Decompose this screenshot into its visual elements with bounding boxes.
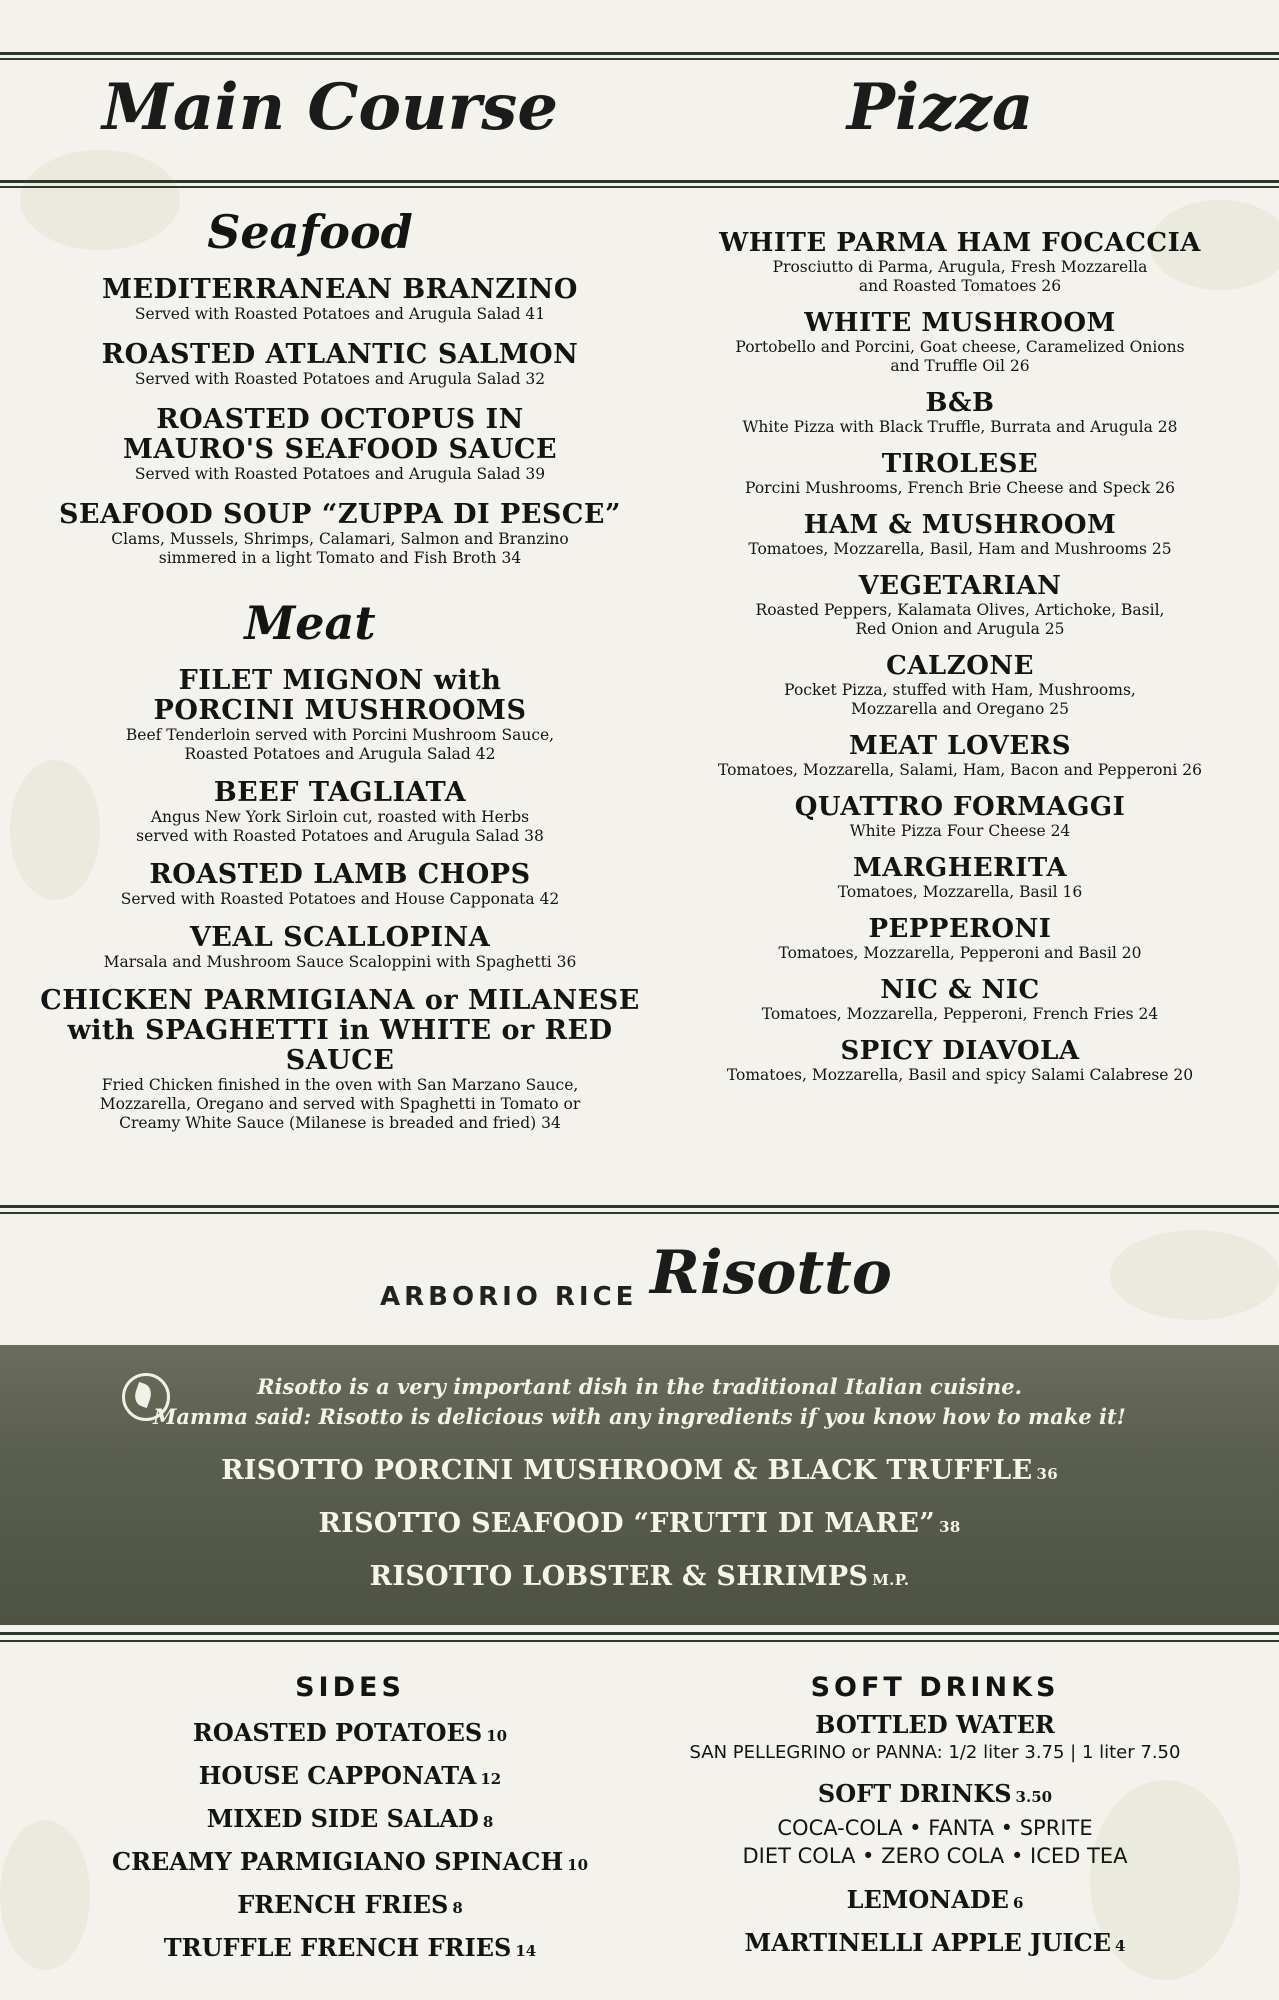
side-item-price: 8 bbox=[452, 1899, 463, 1917]
item-description: Served with Roasted Potatoes and Arugula Salad 41 bbox=[134, 305, 546, 323]
pizza-item bbox=[660, 731, 1260, 780]
pizza-item bbox=[660, 914, 1260, 963]
top-rule bbox=[0, 52, 1279, 55]
item-name: MEAT LOVERS bbox=[848, 731, 1072, 761]
side-item-price: 12 bbox=[480, 1770, 502, 1788]
apple-juice-item bbox=[630, 1923, 1240, 1966]
pizza-item bbox=[660, 449, 1260, 498]
risotto-item bbox=[0, 1508, 1279, 1539]
header-rule bbox=[0, 180, 1279, 183]
pizza-title: Pizza bbox=[846, 70, 1034, 145]
risotto-item-price: M.P. bbox=[872, 1571, 910, 1589]
risotto-title: Risotto bbox=[650, 1238, 892, 1308]
side-item-name: CREAMY PARMIGIANO SPINACH bbox=[111, 1847, 564, 1876]
side-item bbox=[60, 1928, 640, 1971]
item-name: ROASTED OCTOPUS IN MAURO'S SEAFOOD SAUCE bbox=[122, 404, 558, 465]
drinks-column bbox=[630, 1672, 1240, 1966]
meat-item bbox=[20, 986, 660, 1133]
meat-item bbox=[20, 778, 660, 846]
item-description: Tomatoes, Mozzarella, Pepperoni and Basil 20 bbox=[778, 944, 1142, 962]
item-name: SEAFOOD SOUP “ZUPPA DI PESCE” bbox=[58, 499, 621, 530]
item-name: MARGHERITA bbox=[852, 853, 1067, 883]
risotto-top-rule bbox=[0, 1205, 1279, 1208]
item-description: Pocket Pizza, stuffed with Ham, Mushrooms, Mozzarella and Oregano 25 bbox=[784, 681, 1136, 718]
item-description: Roasted Peppers, Kalamata Olives, Artichoke, Basil, Red Onion and Arugula 25 bbox=[755, 601, 1165, 638]
side-item-name: ROASTED POTATOES bbox=[192, 1718, 483, 1747]
pizza-item bbox=[660, 975, 1260, 1024]
meat-item bbox=[20, 666, 660, 764]
apple-juice-label: MARTINELLI APPLE JUICE bbox=[744, 1928, 1112, 1957]
pizza-item bbox=[660, 510, 1260, 559]
item-description: Tomatoes, Mozzarella, Basil 16 bbox=[837, 883, 1083, 901]
item-name: VEAL SCALLOPINA bbox=[189, 922, 491, 953]
item-description: Marsala and Mushroom Sauce Scaloppini with Spaghetti 36 bbox=[103, 953, 577, 971]
meat-item bbox=[20, 923, 660, 972]
item-name: VEGETARIAN bbox=[858, 571, 1062, 601]
sides-heading: SIDES bbox=[295, 1672, 405, 1703]
risotto-item-name: RISOTTO PORCINI MUSHROOM & BLACK TRUFFLE bbox=[221, 1455, 1033, 1486]
item-description: Tomatoes, Mozzarella, Basil and spicy Salami Calabrese 20 bbox=[726, 1066, 1194, 1084]
risotto-item bbox=[0, 1561, 1279, 1592]
item-description: Beef Tenderloin served with Porcini Mushroom Sauce, Roasted Potatoes and Arugula Salad 42 bbox=[125, 726, 555, 763]
pizza-item bbox=[660, 1036, 1260, 1085]
seafood-heading: Seafood bbox=[207, 205, 413, 259]
item-description: White Pizza with Black Truffle, Burrata and Arugula 28 bbox=[742, 418, 1178, 436]
item-description: Fried Chicken finished in the oven with San Marzano Sauce, Mozzarella, Oregano and served with Spaghetti in Tomato or Creamy White Sauce (Milanese is breaded and fried) 34 bbox=[99, 1076, 581, 1132]
side-item-name: MIXED SIDE SALAD bbox=[206, 1804, 479, 1833]
meat-list bbox=[20, 666, 660, 1133]
meat-item bbox=[20, 860, 660, 909]
item-name: NIC & NIC bbox=[880, 975, 1040, 1005]
main-course-column bbox=[20, 205, 660, 1147]
item-name: WHITE PARMA HAM FOCACCIA bbox=[719, 228, 1201, 258]
soft-drinks-label: SOFT DRINKS bbox=[817, 1779, 1012, 1808]
item-name: BEEF TAGLIATA bbox=[213, 777, 467, 808]
lemonade-price: 6 bbox=[1012, 1894, 1024, 1912]
item-description: Tomatoes, Mozzarella, Basil, Ham and Mushrooms 25 bbox=[748, 540, 1172, 558]
pizza-item bbox=[660, 571, 1260, 639]
item-description: Tomatoes, Mozzarella, Pepperoni, French Fries 24 bbox=[761, 1005, 1159, 1023]
risotto-item bbox=[0, 1455, 1279, 1486]
pizza-item bbox=[660, 853, 1260, 902]
side-item bbox=[60, 1713, 640, 1756]
risotto-intro: Risotto is a very important dish in the traditional Italian cuisine. Mamma said: Risotto is delicious with any ingredients if you know how to make it! bbox=[153, 1374, 1126, 1429]
pizza-item bbox=[660, 792, 1260, 841]
pizza-item bbox=[660, 228, 1260, 296]
item-description: Prosciutto di Parma, Arugula, Fresh Mozzarella and Roasted Tomatoes 26 bbox=[772, 258, 1148, 295]
side-item-price: 14 bbox=[515, 1942, 537, 1960]
risotto-bottom-rule bbox=[0, 1640, 1279, 1642]
seafood-item bbox=[20, 500, 660, 568]
item-description: Porcini Mushrooms, French Brie Cheese and Speck 26 bbox=[745, 479, 1175, 497]
item-name: CHICKEN PARMIGIANA or MILANESE with SPAGHETTI in WHITE or RED SAUCE bbox=[40, 985, 640, 1076]
item-description: White Pizza Four Cheese 24 bbox=[849, 822, 1071, 840]
pizza-item bbox=[660, 651, 1260, 719]
soft-drinks-heading: SOFT DRINKS bbox=[810, 1672, 1060, 1703]
item-description: Served with Roasted Potatoes and Arugula Salad 32 bbox=[134, 370, 546, 388]
risotto-item-price: 36 bbox=[1036, 1465, 1058, 1483]
item-description: Angus New York Sirloin cut, roasted with Herbs served with Roasted Potatoes and Arugula Salad 38 bbox=[136, 808, 544, 845]
item-name: CALZONE bbox=[886, 651, 1034, 681]
side-item-price: 8 bbox=[482, 1813, 494, 1831]
pizza-item bbox=[660, 388, 1260, 437]
risotto-bottom-rule bbox=[0, 1632, 1279, 1635]
arborio-rice-label: ARBORIO RICE bbox=[380, 1282, 638, 1312]
item-name: FILET MIGNON with PORCINI MUSHROOMS bbox=[153, 665, 527, 726]
soft-drinks-price: 3.50 bbox=[1015, 1788, 1053, 1806]
item-description: Clams, Mussels, Shrimps, Calamari, Salmon and Branzino simmered in a light Tomato and Fish Broth 34 bbox=[111, 530, 569, 567]
soft-drinks-line2: DIET COLA • ZERO COLA • ICED TEA bbox=[742, 1844, 1128, 1868]
risotto-item-name: RISOTTO LOBSTER & SHRIMPS bbox=[369, 1561, 869, 1592]
header-rule bbox=[0, 186, 1279, 188]
item-name: TIROLESE bbox=[881, 449, 1039, 479]
side-item-price: 10 bbox=[486, 1727, 508, 1745]
soft-drinks-title bbox=[630, 1777, 1240, 1814]
item-name: HAM & MUSHROOM bbox=[803, 510, 1117, 540]
item-name: ROASTED ATLANTIC SALMON bbox=[101, 339, 579, 370]
seafood-list bbox=[20, 275, 660, 568]
seafood-item bbox=[20, 275, 660, 324]
item-description: Served with Roasted Potatoes and House Capponata 42 bbox=[120, 890, 560, 908]
item-description: Served with Roasted Potatoes and Arugula Salad 39 bbox=[134, 465, 546, 483]
side-item bbox=[60, 1842, 640, 1885]
meat-heading: Meat bbox=[244, 596, 376, 650]
pizza-list bbox=[660, 228, 1260, 1085]
item-name: WHITE MUSHROOM bbox=[804, 308, 1116, 338]
risotto-top-rule bbox=[0, 1212, 1279, 1214]
item-description: Tomatoes, Mozzarella, Salami, Ham, Bacon and Pepperoni 26 bbox=[717, 761, 1203, 779]
risotto-item-name: RISOTTO SEAFOOD “FRUTTI DI MARE” bbox=[318, 1508, 936, 1539]
lemonade-item bbox=[630, 1880, 1240, 1923]
seafood-item bbox=[20, 340, 660, 389]
lemonade-label: LEMONADE bbox=[846, 1885, 1009, 1914]
item-name: SPICY DIAVOLA bbox=[840, 1036, 1080, 1066]
item-name: MEDITERRANEAN BRANZINO bbox=[102, 274, 578, 305]
side-item-name: HOUSE CAPPONATA bbox=[198, 1761, 477, 1790]
side-item bbox=[60, 1756, 640, 1799]
side-item-name: FRENCH FRIES bbox=[237, 1890, 449, 1919]
item-name: QUATTRO FORMAGGI bbox=[794, 792, 1126, 822]
bottled-water-title: BOTTLED WATER bbox=[815, 1710, 1055, 1739]
leaf-decoration bbox=[1110, 1230, 1279, 1320]
item-name: PEPPERONI bbox=[868, 914, 1052, 944]
top-rule bbox=[0, 58, 1279, 60]
water-detail: SAN PELLEGRINO or PANNA: 1/2 liter 3.75 | 1 liter 7.50 bbox=[689, 1742, 1181, 1763]
item-name: ROASTED LAMB CHOPS bbox=[149, 859, 531, 890]
sides-column bbox=[60, 1672, 640, 1971]
apple-juice-price: 4 bbox=[1115, 1937, 1126, 1955]
side-item-name: TRUFFLE FRENCH FRIES bbox=[163, 1933, 512, 1962]
soft-drinks-line1: COCA-COLA • FANTA • SPRITE bbox=[777, 1816, 1093, 1840]
risotto-item-price: 38 bbox=[939, 1518, 961, 1536]
side-item bbox=[60, 1799, 640, 1842]
main-course-title: Main Course bbox=[101, 70, 559, 145]
sides-list bbox=[60, 1713, 640, 1971]
side-item-price: 10 bbox=[567, 1856, 589, 1874]
item-name: B&B bbox=[925, 388, 995, 418]
item-description: Portobello and Porcini, Goat cheese, Caramelized Onions and Truffle Oil 26 bbox=[735, 338, 1185, 375]
side-item bbox=[60, 1885, 640, 1928]
pizza-column bbox=[660, 228, 1260, 1097]
seafood-item bbox=[20, 405, 660, 484]
pizza-item bbox=[660, 308, 1260, 376]
